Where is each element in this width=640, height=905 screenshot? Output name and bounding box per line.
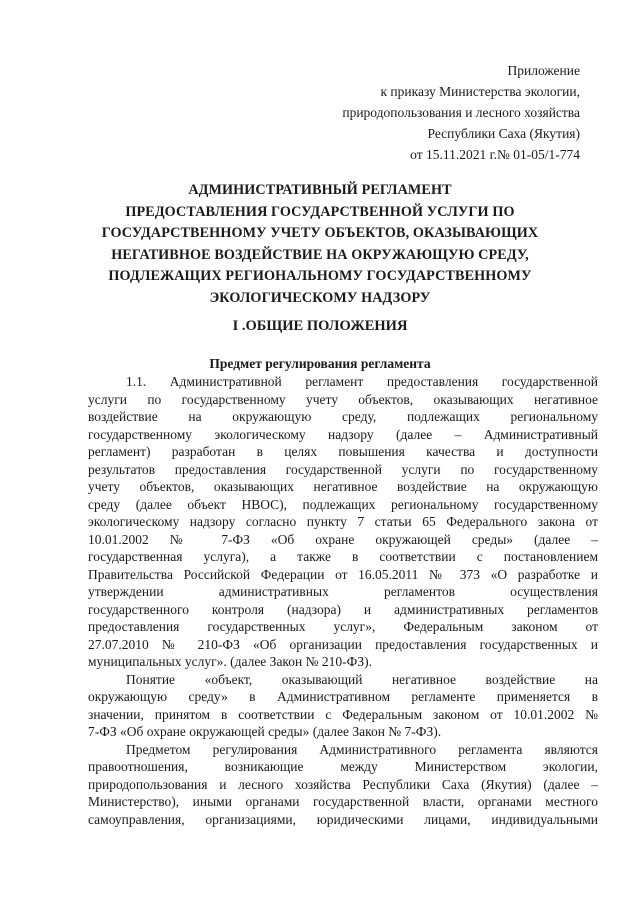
body-line: учету объектов, оказывающих негативное воздействие на окружающую [88,479,598,494]
appendix-line: от 15.11.2021 г.№ 01-05/1-774 [410,147,580,162]
title-line: ГОСУДАРСТВЕННОМУ УЧЕТУ ОБЪЕКТОВ, ОКАЗЫВАЮЩИХ [101,225,539,241]
body-line: 27.07.2010 № 210-ФЗ «Об организации предоставления государственных и [88,636,598,652]
body-line: предоставления государственных услуг», Федеральным законом от [88,619,598,634]
title-line: АДМИНИСТРАТИВНЫЙ РЕГЛАМЕНТ [188,182,452,198]
body-line: регламент) разработан в целях повышения качества и доступности [88,444,598,459]
body-line: правоотношения, возникающие между Министерством экологии, [88,759,598,774]
title-line: НЕГАТИВНОЕ ВОЗДЕЙСТВИЕ НА ОКРУЖАЮЩУЮ СРЕДУ, [111,246,529,263]
body-line: 1.1. Административной регламент предоставления государственной [126,374,598,389]
body-line: окружающую среду» в Административном регламенте применяется в [88,689,598,704]
body-line: государственного контроля (надзора) и административных регламентов [88,601,598,617]
body-line: государственному экологическому надзору (далее – Административный [88,426,598,442]
body-line: муниципальных услуг». (далее Закон № 210-ФЗ). [88,654,372,669]
body-line: природопользования и лесного хозяйства Республики Саха (Якутия) (далее – [88,776,598,792]
body-line: 10.01.2002 № 7-ФЗ «Об охране окружающей среды» (далее – [88,531,598,547]
body-line: среду (далее объект НВОС), подлежащих региональному государственному [88,496,598,512]
body-line: утверждении административных регламентов осуществления [88,584,598,599]
body-line: Понятие «объект, оказывающий негативное воздействие на [126,671,598,687]
body-line: государственная услуга), а также в соответствии с постановлением [88,549,598,564]
body-line: значении, принятом в соответствии с Федеральным законом от 10.01.2002 № [88,706,598,722]
body-line: 7-ФЗ «Об охране окружающей среды» (далее Закон № 7-ФЗ). [88,724,442,739]
body-line: услуги по государственному учету объектов, оказывающих негативное [88,391,598,407]
appendix-line: природопользования и лесного хозяйства [342,105,580,120]
section-heading: I .ОБЩИЕ ПОЛОЖЕНИЯ [232,318,408,334]
sub-heading: Предмет регулирования регламента [209,356,431,371]
body-line: Предметом регулирования Административного регламента являются [126,741,598,757]
title-line: ПОДЛЕЖАЩИХ РЕГИОНАЛЬНОМУ ГОСУДАРСТВЕННОМУ [108,268,532,284]
title-line: ЭКОЛОГИЧЕСКОМУ НАДЗОРУ [209,289,431,306]
title-line: ПРЕДОСТАВЛЕНИЯ ГОСУДАРСТВЕННОЙ УСЛУГИ ПО [125,203,515,220]
body-line: экологическому надзору согласно пункту 7 статьи 65 Федерального закона от [88,514,598,529]
appendix-block [342,60,580,165]
body-line: воздействие на окружающую среду, подлежащих региональному [88,409,598,424]
appendix-line: к приказу Министерства экологии, [380,84,580,99]
document-title [60,180,580,309]
body-line: Министерство), иными органами государственной власти, органами местного [88,794,598,809]
appendix-line: Республики Саха (Якутия) [427,126,580,141]
body-line: самоуправления, организациями, юридическими лицами, индивидуальными [88,811,598,827]
body-line: результатов предоставления государственной услуги по государственному [88,461,598,477]
body-line: Правительства Российской Федерации от 16.05.2011 № 373 «О разработке и [88,566,598,582]
body-text [88,373,598,828]
appendix-line: Приложение [507,63,580,78]
